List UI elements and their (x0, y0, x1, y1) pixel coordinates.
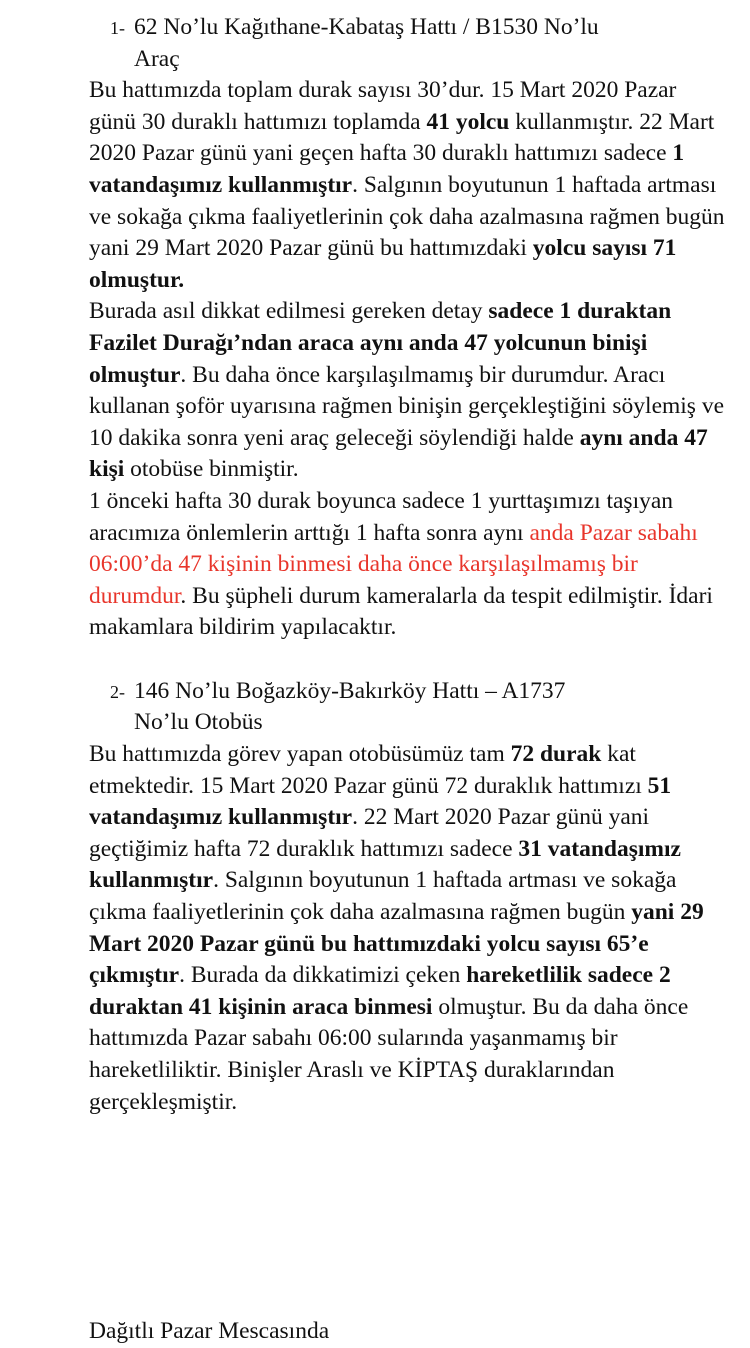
bold-run: 51 vatandaşımız kullanmıştır (89, 772, 672, 831)
paragraph (89, 75, 729, 296)
text-run: Bu hattımızda toplam durak sayısı 30’dur. 15 Mart 2020 Pazar günü 30 duraklı hattımızı toplamda (89, 77, 677, 135)
text-run: Burada asıl dikkat edilmesi gereken detay (89, 298, 489, 325)
section-heading (89, 12, 729, 75)
section-title-line: 62 No’lu Kağıthane-Kabataş Hattı / B1530 No’lu (134, 14, 599, 40)
bold-run: sadece 1 duraktan Fazilet Durağı’ndan araca aynı anda 47 yolcunun binişi olmuştur (89, 298, 672, 388)
bold-run: 41 yolcu (426, 108, 510, 135)
section-heading (89, 676, 729, 739)
text-run: . Burada da dikkatimizi çeken (179, 962, 467, 989)
bold-run: yolcu sayısı 71 olmuştur. (89, 235, 677, 293)
text-run: . Bu daha önce karşılaşılmamış bir durumdur. Aracı kullanan şoför uyarısına rağmen binişin gerçekleştiğini söylemiş ve 10 dakika sonra yeni araç geleceği söylendiği halde (89, 361, 725, 451)
text-run: otobüse binmiştir. (124, 456, 299, 483)
text-run: olmuştur. Bu da daha önce hattımızda Pazar sabahı 06:00 sularında yaşanmamış bir hareketliliktir. Binişler Araslı ve KİPTAŞ duraklarından gerçekleşmiştir. (89, 993, 689, 1115)
text-run: 1 önceki hafta 30 durak boyunca sadece 1 yurttaşımızı taşıyan aracımıza önlemlerin arttığı 1 hafta sonra aynı (89, 487, 674, 546)
cutoff-text: Dağıtlı Pazar Mescasında (89, 1318, 330, 1344)
paragraph (89, 486, 729, 644)
bold-run: 72 durak (510, 741, 602, 768)
section-title-line: Araç (134, 45, 180, 72)
text-run: kullanmıştır. 22 Mart 2020 Pazar günü yani geçen hafta 30 duraklı hattımızı sadece (89, 108, 715, 167)
highlight-run: anda Pazar sabahı 06:00’da 47 kişinin binmesi daha önce karşılaşılmamış bir durumdur (89, 519, 698, 609)
text-run: . Salgının boyutunun 1 haftada artması ve sokağa çıkma faaliyetlerinin çok daha azalmasına rağmen bugün (89, 867, 677, 926)
section-number: 1- (110, 18, 125, 38)
bold-run: yani 29 Mart 2020 Pazar günü bu hattımızdaki yolcu sayısı 65’e çıkmıştır (89, 899, 704, 989)
bold-run: 1 vatandaşımız kullanmıştır (89, 140, 685, 198)
section-number: 2- (110, 681, 125, 702)
paragraph (89, 296, 729, 486)
text-run: Bu hattımızda görev yapan otobüsümüz tam (89, 741, 511, 768)
bold-run: aynı anda 47 kişi (89, 424, 708, 483)
text-run: kat etmektedir. 15 Mart 2020 Pazar günü 72 duraklık hattımızı (89, 741, 648, 799)
section-gap (89, 644, 729, 676)
section-title-line: No’lu Otobüs (134, 709, 263, 736)
text-run: . Salgının boyutunun 1 haftada artması ve sokağa çıkma faaliyetlerinin çok daha azalmasına rağmen bugün yani 29 Mart 2020 Pazar günü bu hattımızdaki (89, 171, 725, 262)
paragraph (89, 739, 729, 1118)
bold-run: 31 vatandaşımız kullanmıştır (89, 835, 681, 894)
cutoff-line (89, 1316, 329, 1348)
text-run: . Bu şüpheli durum kameralarla da tespit edilmiştir. İdari makamlara bildirim yapılacaktır. (89, 582, 713, 641)
section-title-line: 146 No’lu Boğazköy-Bakırköy Hattı – A1737 (134, 677, 566, 704)
document-page (89, 12, 729, 1118)
text-run: . 22 Mart 2020 Pazar günü yani geçtiğimiz hafta 72 duraklık hattımızı sadece (89, 804, 650, 862)
bold-run: hareketlilik sadece 2 duraktan 41 kişinin araca binmesi (89, 962, 671, 1020)
